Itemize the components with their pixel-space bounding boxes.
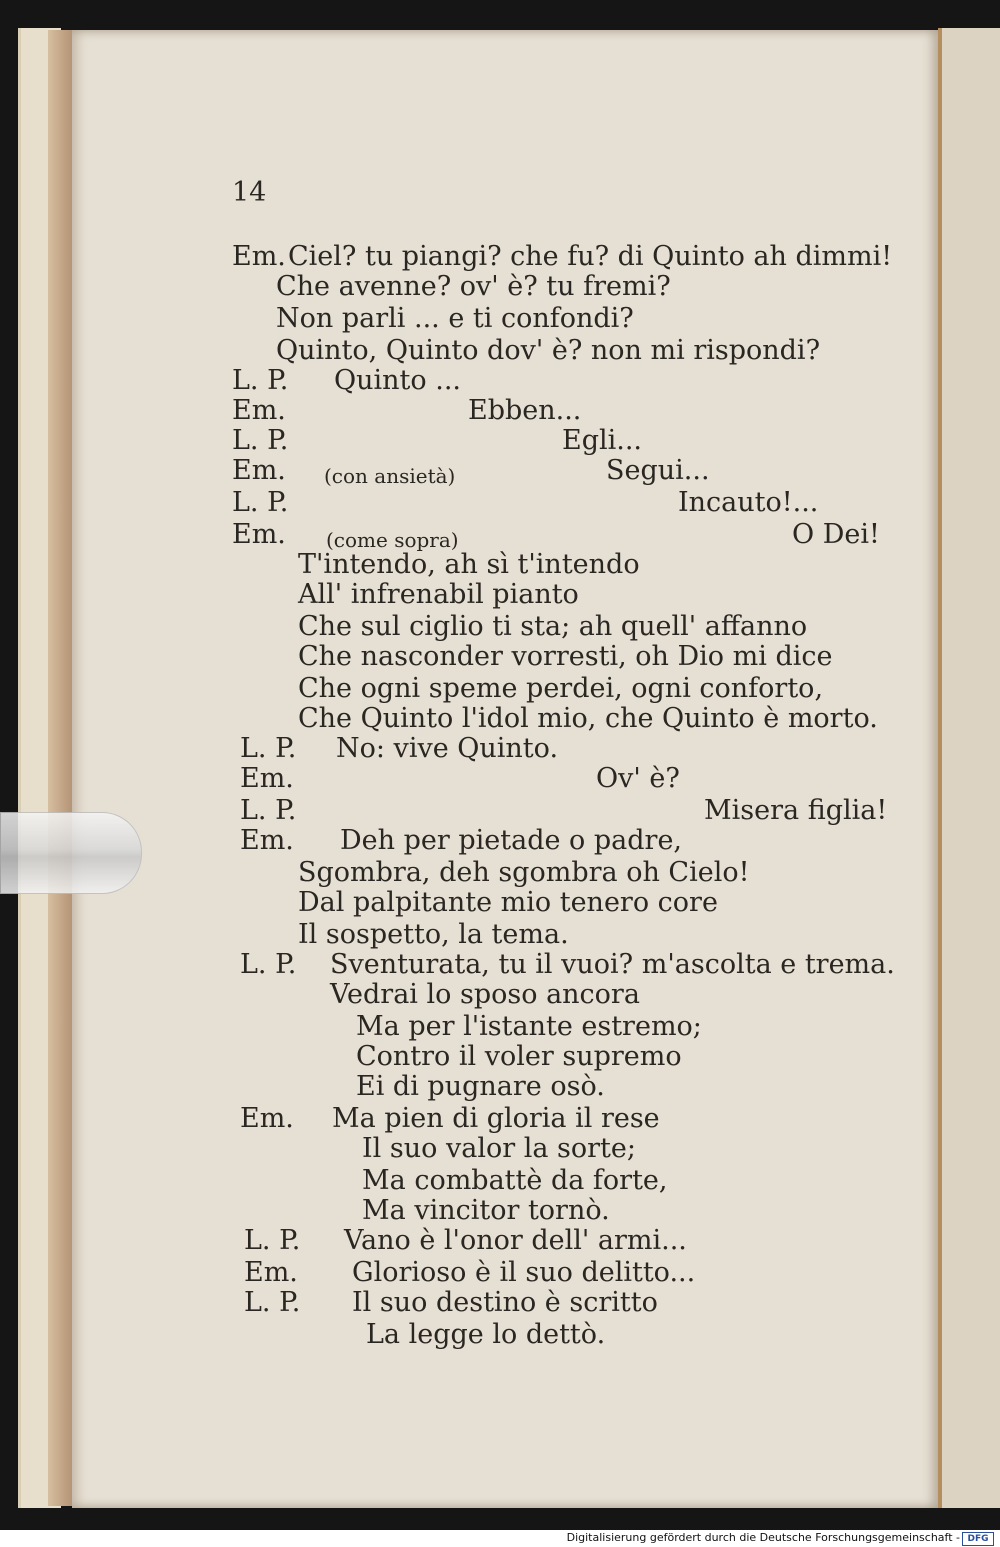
speaker: L. P. [240,733,297,764]
speaker: L. P. [244,1225,301,1256]
speaker: Em. [232,241,286,272]
verse-line: Ov' è? [596,763,680,794]
verse-line: Misera figlia! [704,795,888,826]
verse-line: Egli... [562,425,643,456]
speaker: L. P. [232,425,289,456]
verse-line: Il sospetto, la tema. [298,919,569,950]
verse-line: Che Quinto l'idol mio, che Quinto è morto. [298,703,878,734]
speaker: L. P. [240,949,297,980]
verse-line: Ma per l'istante estremo; [356,1011,702,1042]
verse-line: Il suo destino è scritto [352,1287,658,1318]
verse-line: Dal palpitante mio tenero core [298,887,718,918]
verse-line: Vano è l'onor dell' armi... [344,1225,687,1256]
footer-credit: Digitalisierung gefördert durch die Deutsche Forschungsgemeinschaft - [566,1531,960,1544]
verse-line: Ma combattè da forte, [362,1165,668,1196]
facing-page-edge [938,28,1000,1508]
speaker: Em. [240,1103,294,1134]
verse-line: O Dei! [792,519,880,550]
speaker: L. P. [232,487,289,518]
stage-direction: (con ansietà) [324,464,456,488]
verse-line: Sgombra, deh sgombra oh Cielo! [298,857,750,888]
verse-line: No: vive Quinto. [336,733,559,764]
verse-line: Ei di pugnare osò. [356,1071,605,1102]
verse-line: Glorioso è il suo delitto... [352,1257,696,1288]
verse-line: Ebben... [468,395,582,426]
page-clip [0,812,142,894]
verse-line: Quinto, Quinto dov' è? non mi rispondi? [276,335,821,366]
stage-direction: (come sopra) [326,528,459,552]
speaker: L. P. [232,365,289,396]
verse-line: Che nasconder vorresti, oh Dio mi dice [298,641,833,672]
speaker: Em. [240,763,294,794]
verse-line: Deh per pietade o padre, [340,825,683,856]
verse-line: All' infrenabil pianto [298,579,579,610]
verse-line: Sventurata, tu il vuoi? m'ascolta e trema. [330,949,895,980]
verse-line: Che ogni speme perdei, ogni conforto, [298,673,824,704]
speaker: Em. [232,395,286,426]
verse-line: Ma vincitor tornò. [362,1195,610,1226]
verse-line: Non parli ... e ti confondi? [276,303,634,334]
verse-line: Ma pien di gloria il rese [332,1103,660,1134]
speaker: Em. [244,1257,298,1288]
speaker: L. P. [244,1287,301,1318]
verse-line: Contro il voler supremo [356,1041,682,1072]
page-number: 14 [232,177,267,208]
speaker: L. P. [240,795,297,826]
dfg-logo: DFG [962,1532,994,1546]
speaker: Em. [232,519,286,550]
speaker: Em. [240,825,294,856]
verse-line: Che sul ciglio ti sta; ah quell' affanno [298,611,808,642]
verse-line: Ciel? tu piangi? che fu? di Quinto ah dimmi! [288,241,893,272]
verse-line: T'intendo, ah sì t'intendo [298,549,640,580]
verse-line: Il suo valor la sorte; [362,1133,636,1164]
verse-line: Che avenne? ov' è? tu fremi? [276,271,671,302]
verse-line: Incauto!... [678,487,819,518]
verse-line: Quinto ... [334,365,461,396]
verse-line: Segui... [606,455,710,486]
verse-line: La legge lo dettò. [366,1319,606,1350]
verse-line: Vedrai lo sposo ancora [330,979,640,1010]
speaker: Em. [232,455,286,486]
